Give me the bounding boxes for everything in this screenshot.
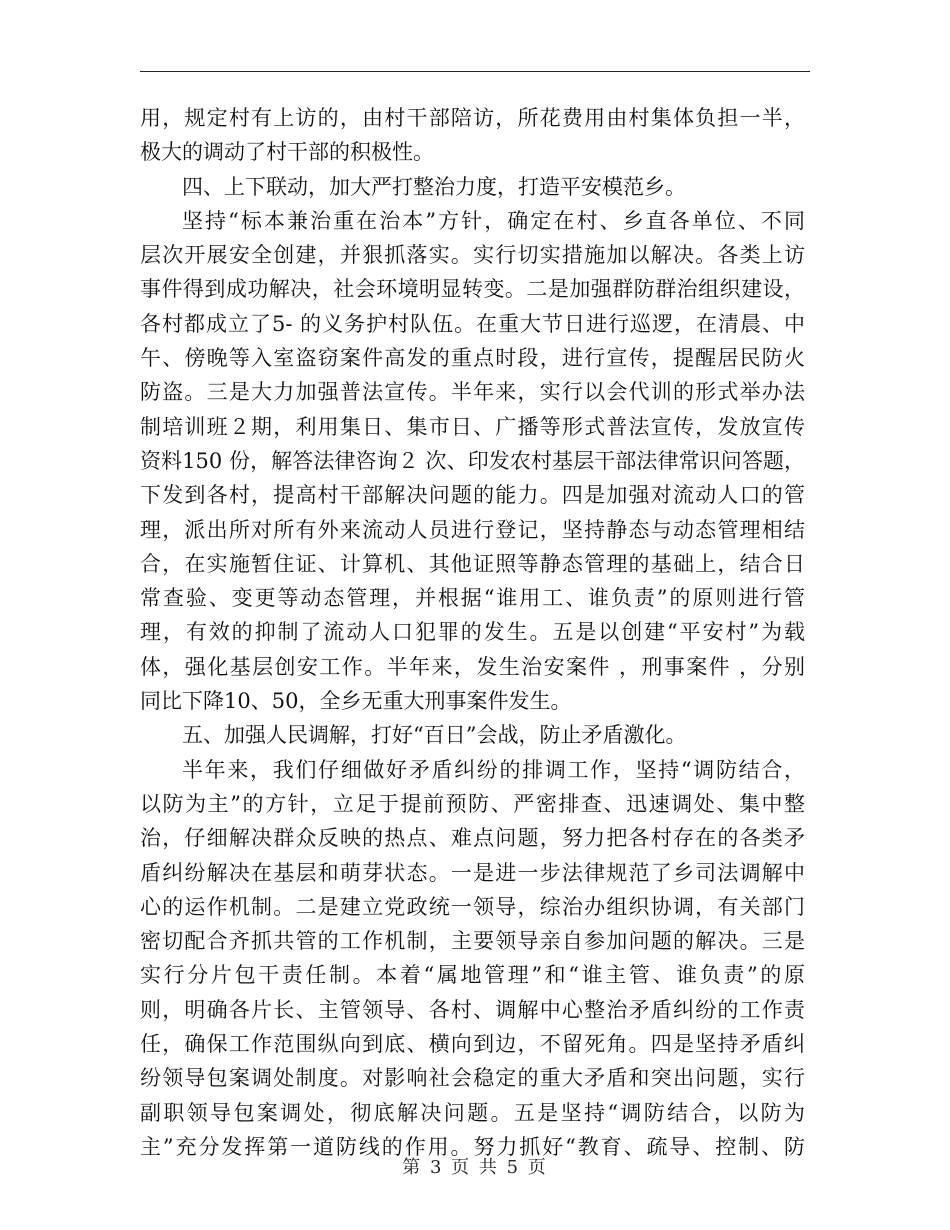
text-line: 各村都成立了5- 的义务护村队伍。在重大节日进行巡逻，在清晨、中 bbox=[140, 311, 805, 336]
text-line: 四、上下联动，加大严打整治力度，打造平安模范乡。 bbox=[182, 174, 686, 199]
text-line: 则，明确各片长、主管领导、各村、调解中心整治矛盾纠纷的工作责 bbox=[140, 997, 805, 1022]
text-line: 密切配合齐抓共管的工作机制，主要领导亲自参加问题的解决。三是 bbox=[140, 929, 805, 954]
text-line: 半年来，我们仔细做好矛盾纠纷的排调工作，坚持“调防结合， bbox=[182, 757, 805, 782]
text-line: 事件得到成功解决，社会环境明显转变。二是加强群防群治组织建设， bbox=[140, 277, 805, 302]
text-line: 理，有效的抑制了流动人口犯罪的发生。五是以创建“平安村”为载 bbox=[140, 620, 805, 645]
header-rule bbox=[140, 71, 810, 72]
text-line: 下发到各村，提高村干部解决问题的能力。四是加强对流动人口的管 bbox=[140, 483, 805, 508]
text-line: 防盗。三是大力加强普法宣传。半年来，实行以会代训的形式举办法 bbox=[140, 380, 805, 405]
text-line: 资料150 份，解答法律咨询２ 次、印发农村基层干部法律常识问答题， bbox=[140, 448, 805, 473]
text-line: 盾纠纷解决在基层和萌芽状态。一是进一步法律规范了乡司法调解中 bbox=[140, 860, 805, 885]
text-line: 合，在实施暂住证、计算机、其他证照等静态管理的基础上，结合日 bbox=[140, 551, 805, 576]
text-line: 副职领导包案调处，彻底解决问题。五是坚持“调防结合，以防为 bbox=[140, 1100, 805, 1125]
text-line: 常查验、变更等动态管理，并根据“谁用工、谁负责”的原则进行管 bbox=[140, 586, 805, 611]
text-line: 实行分片包干责任制。本着“属地管理”和“谁主管、谁负责”的原 bbox=[140, 963, 805, 988]
text-line: 坚持“标本兼治重在治本”方针，确定在村、乡直各单位、不同 bbox=[182, 208, 805, 233]
text-line: 以防为主”的方针，立足于提前预防、严密排查、迅速调处、集中整 bbox=[140, 791, 805, 816]
text-line: 纷领导包案调处制度。对影响社会稳定的重大矛盾和突出问题，实行 bbox=[140, 1066, 805, 1091]
text-line: 制培训班２期，利用集日、集市日、广播等形式普法宣传，发放宣传 bbox=[140, 414, 805, 439]
page-number: 第 3 页 共 5 页 bbox=[402, 1157, 548, 1178]
text-line: 主”充分发挥第一道防线的作用。努力抓好“教育、疏导、控制、防 bbox=[140, 1134, 805, 1159]
text-line: 层次开展安全创建，并狠抓落实。实行切实措施加以解决。各类上访 bbox=[140, 243, 805, 268]
text-line: 用，规定村有上访的，由村干部陪访，所花费用由村集体负担一半， bbox=[140, 106, 805, 130]
text-line: 五、加强人民调解，打好“百日”会战，防止矛盾激化。 bbox=[182, 723, 687, 748]
text-line: 同比下降10、50，全乡无重大刑事案件发生。 bbox=[140, 689, 572, 714]
document-body bbox=[140, 101, 805, 1164]
text-line: 极大的调动了村干部的积极性。 bbox=[140, 140, 434, 165]
text-line: 任，确保工作范围纵向到底、横向到边，不留死角。四是坚持矛盾纠 bbox=[140, 1032, 805, 1057]
text-line: 理，派出所对所有外来流动人员进行登记，坚持静态与动态管理相结 bbox=[140, 517, 805, 542]
text-line: 午、傍晚等入室盗窃案件高发的重点时段，进行宣传，提醒居民防火 bbox=[140, 346, 805, 371]
text-line: 体，强化基层创安工作。半年来，发生治安案件 ，刑事案件 ，分别 bbox=[140, 654, 805, 679]
text-line: 心的运作机制。二是建立党政统一领导，综治办组织协调，有关部门 bbox=[140, 894, 805, 919]
text-line: 治，仔细解决群众反映的热点、难点问题，努力把各村存在的各类矛 bbox=[140, 826, 805, 851]
